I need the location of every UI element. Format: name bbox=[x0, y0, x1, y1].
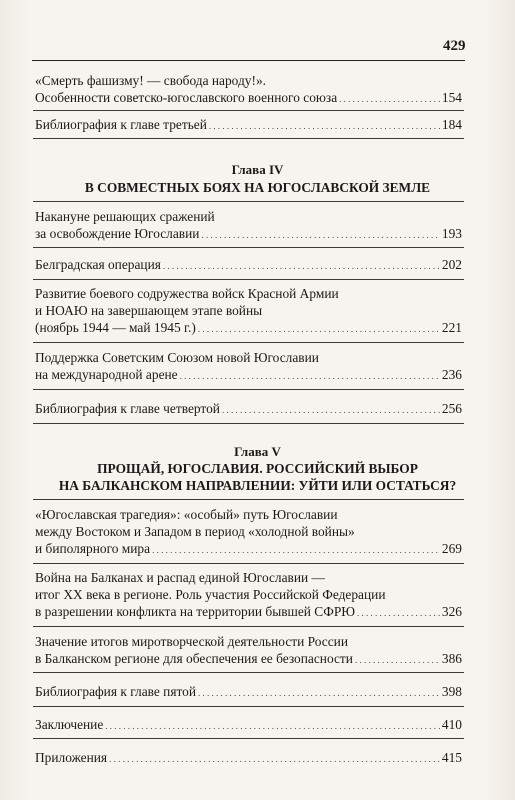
toc-entry-line: итог XX века в регионе. Роль участия Российской Федерации bbox=[35, 587, 386, 602]
dot-leader bbox=[355, 650, 440, 669]
toc-entry-title: Особенности советско-югославского военного союза bbox=[35, 90, 338, 105]
chapter-label: Глава IV bbox=[231, 162, 284, 177]
toc-page-ref: 202 bbox=[441, 257, 462, 272]
toc-entry-title: в разрешении конфликта на территории бывшей СФРЮ bbox=[35, 604, 356, 619]
dot-leader bbox=[109, 749, 440, 768]
toc-entry[interactable] bbox=[35, 285, 462, 338]
toc-entry-title: за освобождение Югославии bbox=[35, 226, 200, 241]
toc-entry-title: на международной арене bbox=[35, 367, 178, 382]
toc-entry-line: между Востоком и Западом в период «холодной войны» bbox=[35, 524, 355, 539]
toc-entry[interactable] bbox=[35, 256, 462, 275]
dot-leader bbox=[198, 319, 440, 338]
entry-divider bbox=[33, 626, 464, 627]
toc-entry[interactable] bbox=[35, 349, 462, 385]
toc-entry-line: Развитие боевого содружества войск Красной Армии bbox=[35, 286, 339, 301]
toc-page-ref: 415 bbox=[441, 750, 462, 765]
toc-entry-title: Заключение bbox=[35, 717, 104, 732]
toc-entry-title: Библиография к главе пятой bbox=[35, 684, 197, 699]
toc-entry[interactable] bbox=[35, 749, 462, 768]
toc-entry[interactable] bbox=[35, 506, 462, 559]
toc-entry-line: Поддержка Советским Союзом новой Югославии bbox=[35, 350, 319, 365]
dot-leader bbox=[198, 683, 440, 702]
chapter-title bbox=[0, 179, 515, 196]
toc-page-ref: 386 bbox=[441, 651, 462, 666]
chapter-title-line: ПРОЩАЙ, ЮГОСЛАВИЯ. РОССИЙСКИЙ ВЫБОР bbox=[97, 461, 418, 476]
toc-entry-title: (ноябрь 1944 — май 1945 г.) bbox=[35, 320, 196, 335]
dot-leader bbox=[201, 225, 439, 244]
entry-divider bbox=[33, 563, 464, 564]
toc-entry-title: Библиография к главе четвертой bbox=[35, 401, 220, 416]
chapter-title-line: В СОВМЕСТНЫХ БОЯХ НА ЮГОСЛАВСКОЙ ЗЕМЛЕ bbox=[84, 180, 431, 195]
toc-page-ref: 154 bbox=[441, 90, 462, 105]
dot-leader bbox=[339, 89, 440, 108]
toc-page-ref: 398 bbox=[441, 684, 462, 699]
toc-page-ref: 326 bbox=[441, 604, 462, 619]
toc-entry-title: и биполярного мира bbox=[35, 541, 151, 556]
header-rule bbox=[32, 60, 465, 61]
page-number: 429 bbox=[443, 38, 466, 54]
toc-entry-title: Библиография к главе третьей bbox=[35, 117, 207, 132]
entry-divider bbox=[33, 706, 464, 707]
toc-entry[interactable] bbox=[35, 208, 462, 244]
toc-page-ref: 221 bbox=[441, 320, 462, 335]
entry-divider bbox=[33, 342, 464, 343]
toc-page-ref: 269 bbox=[441, 541, 462, 556]
toc-entry-line: «Югославская трагедия»: «особый» путь Югославии bbox=[35, 507, 338, 522]
toc-page-ref: 193 bbox=[441, 226, 462, 241]
toc-page-ref: 410 bbox=[441, 717, 462, 732]
toc-entry-line: «Смерть фашизму! — свобода народу!». bbox=[35, 73, 267, 88]
chapter-title-line: НА БАЛКАНСКОМ НАПРАВЛЕНИИ: УЙТИ ИЛИ ОСТАТЬСЯ? bbox=[58, 478, 457, 493]
entry-divider bbox=[33, 389, 464, 390]
toc-entry-title: Белградская операция bbox=[35, 257, 161, 272]
toc-page-ref: 184 bbox=[441, 117, 462, 132]
toc-entry[interactable] bbox=[35, 716, 462, 735]
dot-leader bbox=[163, 256, 440, 275]
toc-entry-line: Накануне решающих сражений bbox=[35, 209, 215, 224]
entry-divider bbox=[33, 738, 464, 739]
toc-entry[interactable] bbox=[35, 569, 462, 622]
dot-leader bbox=[222, 400, 440, 419]
dot-leader bbox=[180, 366, 440, 385]
dot-leader bbox=[105, 716, 440, 735]
chapter-rule bbox=[33, 201, 464, 202]
toc-entry-line: Война на Балканах и распад единой Югославии — bbox=[35, 570, 325, 585]
toc-entry[interactable] bbox=[35, 400, 462, 419]
toc-entry[interactable] bbox=[35, 72, 462, 108]
entry-divider bbox=[33, 110, 464, 111]
dot-leader bbox=[357, 603, 440, 622]
dot-leader bbox=[209, 116, 440, 135]
toc-page-ref: 236 bbox=[441, 367, 462, 382]
toc-page-ref: 256 bbox=[441, 401, 462, 416]
entry-divider bbox=[33, 138, 464, 139]
toc-entry[interactable] bbox=[35, 683, 462, 702]
toc-entry[interactable] bbox=[35, 116, 462, 135]
entry-divider bbox=[33, 423, 464, 424]
toc-entry-title: Приложения bbox=[35, 750, 108, 765]
entry-divider bbox=[33, 247, 464, 248]
chapter-label: Глава V bbox=[234, 444, 281, 459]
chapter-rule bbox=[33, 499, 464, 500]
toc-entry-line: и НОАЮ на завершающем этапе войны bbox=[35, 303, 263, 318]
chapter-title bbox=[0, 460, 515, 494]
entry-divider bbox=[33, 279, 464, 280]
toc-entry-title: в Балканском регионе для обеспечения ее безопасности bbox=[35, 651, 353, 666]
toc-entry-line: Значение итогов миротворческой деятельности России bbox=[35, 634, 348, 649]
toc-entry[interactable] bbox=[35, 633, 462, 669]
dot-leader bbox=[152, 540, 440, 559]
entry-divider bbox=[33, 672, 464, 673]
